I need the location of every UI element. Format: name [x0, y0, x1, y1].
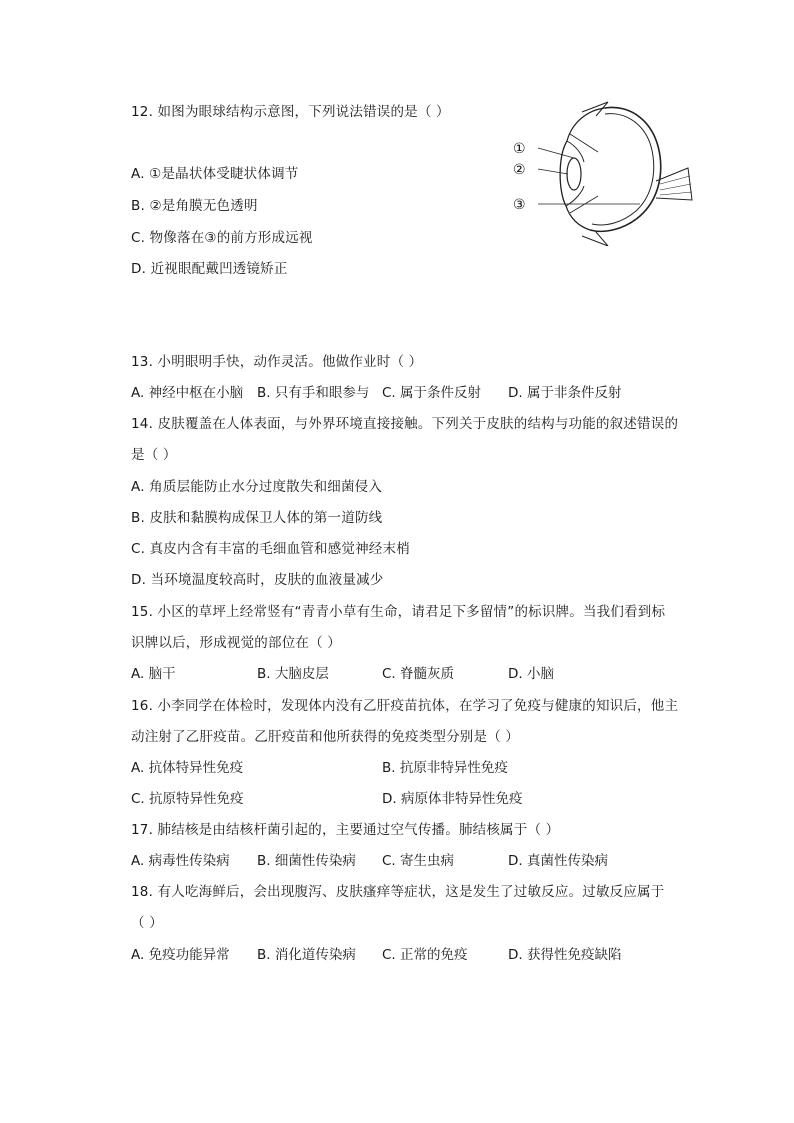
- q16-stem-line2: 动注射了乙肝疫苗。乙肝疫苗和他所获得的免疫类型分别是（ ）: [131, 729, 520, 745]
- q15-option-d: D. 小脑: [508, 666, 554, 682]
- q15-option-b: B. 大脑皮层: [257, 666, 329, 682]
- q12-option-b: B. ②是角膜无色透明: [131, 198, 258, 214]
- q14-option-c: C. 真皮内含有丰富的毛细血管和感觉神经末梢: [131, 541, 410, 557]
- q17-option-b: B. 细菌性传染病: [257, 853, 356, 869]
- q17-stem: 17. 肺结核是由结核杆菌引起的，主要通过空气传播。肺结核属于（ ）: [131, 822, 560, 838]
- q16-option-b: B. 抗原非特异性免疫: [382, 760, 508, 776]
- eyeball-diagram: [510, 96, 700, 246]
- q12-option-d: D. 近视眼配戴凹透镜矫正: [131, 261, 288, 277]
- q13-option-d: D. 属于非条件反射: [508, 385, 622, 401]
- q13-option-a: A. 神经中枢在小脑: [131, 385, 244, 401]
- q18-option-d: D. 获得性免疫缺陷: [508, 947, 622, 963]
- q14-option-d: D. 当环境温度较高时，皮肤的血液量减少: [131, 572, 384, 588]
- q14-stem-line2: 是（ ）: [131, 447, 177, 463]
- q18-stem-line2: （ ）: [131, 915, 163, 931]
- q14-option-a: A. 角质层能防止水分过度散失和细菌侵入: [131, 479, 383, 495]
- q17-option-c: C. 寄生虫病: [382, 853, 455, 869]
- q15-stem-line1: 15. 小区的草坪上经常竖有“青青小草有生命，请君足下多留情”的标识牌。当我们看到标: [131, 604, 666, 620]
- label-2: ②: [513, 162, 526, 178]
- q13-stem: 13. 小明眼明手快，动作灵活。他做作业时（ ）: [131, 354, 423, 370]
- q13-option-c: C. 属于条件反射: [382, 385, 482, 401]
- q18-option-c: C. 正常的免疫: [382, 947, 468, 963]
- q15-option-c: C. 脊髓灰质: [382, 666, 455, 682]
- q15-option-a: A. 脑干: [131, 666, 176, 682]
- q12-option-a: A. ①是晶状体受睫状体调节: [131, 166, 299, 182]
- q16-option-a: A. 抗体特异性免疫: [131, 760, 244, 776]
- label-3: ③: [513, 197, 526, 213]
- q16-stem-line1: 16. 小李同学在体检时，发现体内没有乙肝疫苗抗体，在学习了免疫与健康的知识后，他主: [131, 698, 679, 714]
- q15-stem-line2: 识牌以后，形成视觉的部位在（ ）: [131, 635, 341, 651]
- q17-option-a: A. 病毒性传染病: [131, 853, 230, 869]
- q18-option-b: B. 消化道传染病: [257, 947, 356, 963]
- q16-option-c: C. 抗原特异性免疫: [131, 791, 244, 807]
- q14-stem-line1: 14. 皮肤覆盖在人体表面，与外界环境直接接触。下列关于皮肤的结构与功能的叙述错误的: [131, 416, 679, 432]
- q17-option-d: D. 真菌性传染病: [508, 853, 608, 869]
- q12-stem: 12. 如图为眼球结构示意图，下列说法错误的是（ ）: [131, 104, 450, 120]
- q16-option-d: D. 病原体非特异性免疫: [382, 791, 523, 807]
- label-1: ①: [513, 141, 526, 157]
- q18-stem-line1: 18. 有人吃海鲜后，会出现腹泻、皮肤瘙痒等症状，这是发生了过敏反应。过敏反应属于: [131, 884, 665, 900]
- q12-option-c: C. 物像落在③的前方形成远视: [131, 230, 313, 246]
- q13-option-b: B. 只有手和眼参与: [257, 385, 370, 401]
- q14-option-b: B. 皮肤和黏膜构成保卫人体的第一道防线: [131, 510, 383, 526]
- q18-option-a: A. 免疫功能异常: [131, 947, 230, 963]
